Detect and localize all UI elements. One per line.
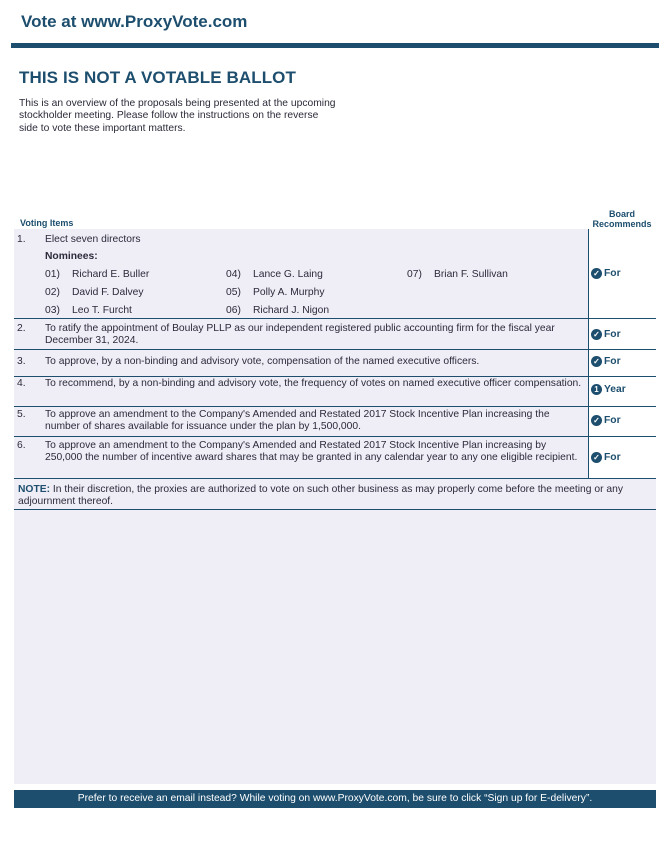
board-recommendation: ✓ For (591, 329, 621, 340)
proxyvote-header: Vote at www.ProxyVote.com (21, 12, 248, 31)
e-delivery-banner: Prefer to receive an email instead? While voting on www.ProxyVote.com, be sure to click “Sign up for E-delivery”. (14, 790, 656, 808)
check-circle-icon: ✓ (591, 452, 602, 463)
board-recommendation: ✓ For (591, 415, 621, 426)
voting-item-6 (14, 437, 656, 478)
item-text: To ratify the appointment of Boulay PLLP as our independent registered public accounting firm for the fiscal year December 31, 2024. (45, 323, 555, 346)
item-number: 2. (17, 323, 26, 334)
ballot-title: THIS IS NOT A VOTABLE BALLOT (19, 68, 296, 87)
check-circle-icon: ✓ (591, 415, 602, 426)
item-text: To approve, by a non-binding and advisory vote, compensation of the named executive officers. (45, 356, 480, 367)
item-text: To approve an amendment to the Company's Amended and Restated 2017 Stock Incentive Plan increasing by 250,000 the number of incentive award shares that may be granted in any calendar year to any one eligible recipient. (45, 440, 578, 463)
nominee: 06) Richard J. Nigon (226, 305, 330, 316)
nominees-label: Nominees: (45, 251, 98, 262)
voting-item-5 (14, 407, 656, 436)
note-divider (14, 509, 656, 510)
nominee: 03) Leo T. Furcht (45, 305, 132, 316)
nominee: 07) Brian F. Sullivan (407, 269, 508, 280)
number-one-circle-icon: 1 (591, 384, 602, 395)
board-recommendation: 1 Year (591, 384, 626, 395)
voting-item-2 (14, 319, 656, 349)
board-recommendation: ✓ For (591, 452, 621, 463)
item-text: To recommend, by a non-binding and advisory vote, the frequency of votes on named executive officer compensation. (45, 378, 582, 389)
board-recommends-header: Board Recommends (592, 209, 652, 229)
nominee: 04) Lance G. Laing (226, 269, 323, 280)
nominee: 05) Polly A. Murphy (226, 287, 325, 298)
voting-item-4 (14, 377, 656, 406)
nominee: 01) Richard E. Buller (45, 269, 150, 280)
check-circle-icon: ✓ (591, 268, 602, 279)
header-divider (11, 43, 659, 48)
check-circle-icon: ✓ (591, 329, 602, 340)
voting-items-header: Voting Items (20, 218, 74, 228)
item-number: 6. (17, 440, 26, 451)
row-divider (14, 478, 656, 479)
item-text: Elect seven directors (45, 234, 141, 245)
item-number: 1. (17, 234, 26, 245)
intro-text: This is an overview of the proposals being presented at the upcoming stockholder meeting. Please follow the instructions on the reverse side to vote these important matters. (19, 98, 336, 134)
note-text: NOTE: In their discretion, the proxies are authorized to vote on such other business as may properly come before the meeting or any adjournment thereof. (18, 484, 623, 507)
item-number: 3. (17, 356, 26, 367)
item-text: To approve an amendment to the Company's Amended and Restated 2017 Stock Incentive Plan increasing the number of shares available for issuance under the plan by 1,500,000. (45, 409, 550, 432)
voting-item-3 (14, 350, 656, 376)
nominee: 02) David F. Dalvey (45, 287, 144, 298)
item-number: 5. (17, 409, 26, 420)
board-recommendation: ✓ For (591, 268, 621, 279)
board-recommendation: ✓ For (591, 356, 621, 367)
voting-item-1 (14, 229, 656, 318)
check-circle-icon: ✓ (591, 356, 602, 367)
item-number: 4. (17, 378, 26, 389)
